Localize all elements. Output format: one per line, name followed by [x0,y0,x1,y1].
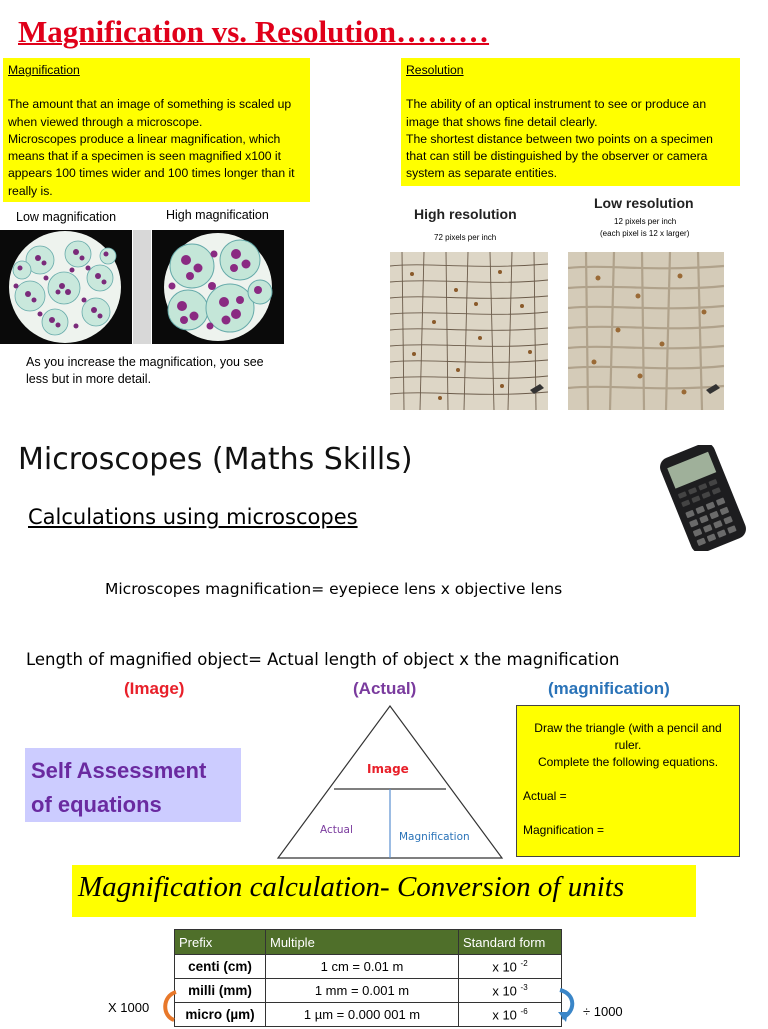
image-label: (Image) [124,679,185,698]
low-resolution-subtitle-2: (each pixel is 12 x larger) [600,229,690,238]
units-table [174,929,562,1027]
resolution-heading: Resolution [406,63,464,77]
prefix-cell: milli (mm) [175,979,266,1003]
high-resolution-subtitle: 72 pixels per inch [434,233,497,242]
standard-form-cell [459,1003,562,1027]
standard-form-base: x 10 [492,959,517,975]
standard-form-base: x 10 [492,1007,517,1023]
resolution-definition-box [401,58,740,186]
header-standard-form: Standard form [459,930,562,955]
prefix-cell: centi (cm) [175,955,266,979]
low-magnification-caption: Low magnification [16,210,117,224]
instruction-line-2: Complete the following equations. [537,755,719,769]
actual-equation-prompt: Actual = [523,789,567,803]
section-title: Microscopes (Maths Skills) [18,442,413,477]
table-row [175,955,562,979]
self-assessment-box: Self Assessment of equations [25,748,241,822]
standard-form-exponent: -2 [520,958,528,968]
low-resolution-title: Low resolution [594,195,694,211]
conversion-title: Magnification calculation- Conversion of units [72,865,696,917]
magnification-label: (magnification) [548,679,670,698]
high-magnification-image [152,230,284,344]
calculator-image [652,445,754,551]
instruction-line-1: Draw the triangle (with a pencil and ruler. [534,721,722,752]
length-equation: Length of magnified object= Actual length of object x the magnification [26,650,620,669]
table-row [175,1003,562,1027]
magnification-equation: Microscopes magnification= eyepiece lens x objective lens [105,580,563,598]
resolution-body: The ability of an optical instrument to see or produce an image that shows fine detail clearly. The shortest distance between two points on a specimen that can still be distinguished by the observer or camera system as separate entities. [406,97,713,181]
equation-triangle [276,704,504,860]
multiple-cell: 1 cm = 0.01 m [266,955,459,979]
magnification-definition-box [3,58,310,202]
divide-1000-label: ÷ 1000 [583,1004,623,1019]
header-prefix: Prefix [175,930,266,955]
header-multiple: Multiple [266,930,459,955]
left-curved-arrow-icon [158,988,180,1024]
standard-form-cell [459,979,562,1003]
standard-form-cell [459,955,562,979]
triangle-actual-label: Actual [320,824,353,836]
subsection-title: Calculations using microscopes [28,505,358,529]
standard-form-base: x 10 [492,983,517,999]
high-resolution-image [390,252,548,410]
triangle-magnification-label: Magnification [399,831,470,843]
table-row [175,979,562,1003]
multiple-cell: 1 µm = 0.000 001 m [266,1003,459,1027]
high-resolution-title: High resolution [414,206,517,222]
standard-form-exponent: -6 [520,1006,528,1016]
triangle-image-label: Image [367,762,409,776]
right-curved-arrow-icon [556,984,580,1024]
low-resolution-image [568,252,724,410]
magnification-note: As you increase the magnification, you see less but in more detail. [26,355,264,386]
page-title: Magnification vs. Resolution……… [18,14,490,49]
table-header-row [175,930,562,955]
actual-label: (Actual) [353,679,417,698]
image-divider [133,230,151,344]
multiple-cell: 1 mm = 0.001 m [266,979,459,1003]
magnification-equation-prompt: Magnification = [523,823,605,837]
multiply-1000-label: X 1000 [108,1000,150,1015]
magnification-body: The amount that an image of something is scaled up when viewed through a microscope. Microscopes produce a linear magnification, which means that if a specimen is seen magnified x100 it appears 100 times wider and 100 times longer than it really is. [8,97,295,198]
instruction-box [516,705,740,857]
prefix-cell: micro (µm) [175,1003,266,1027]
standard-form-exponent: -3 [520,982,528,992]
low-resolution-subtitle-1: 12 pixels per inch [614,217,677,226]
low-magnification-image [0,230,132,344]
magnification-heading: Magnification [8,63,80,77]
high-magnification-caption: High magnification [166,208,269,222]
